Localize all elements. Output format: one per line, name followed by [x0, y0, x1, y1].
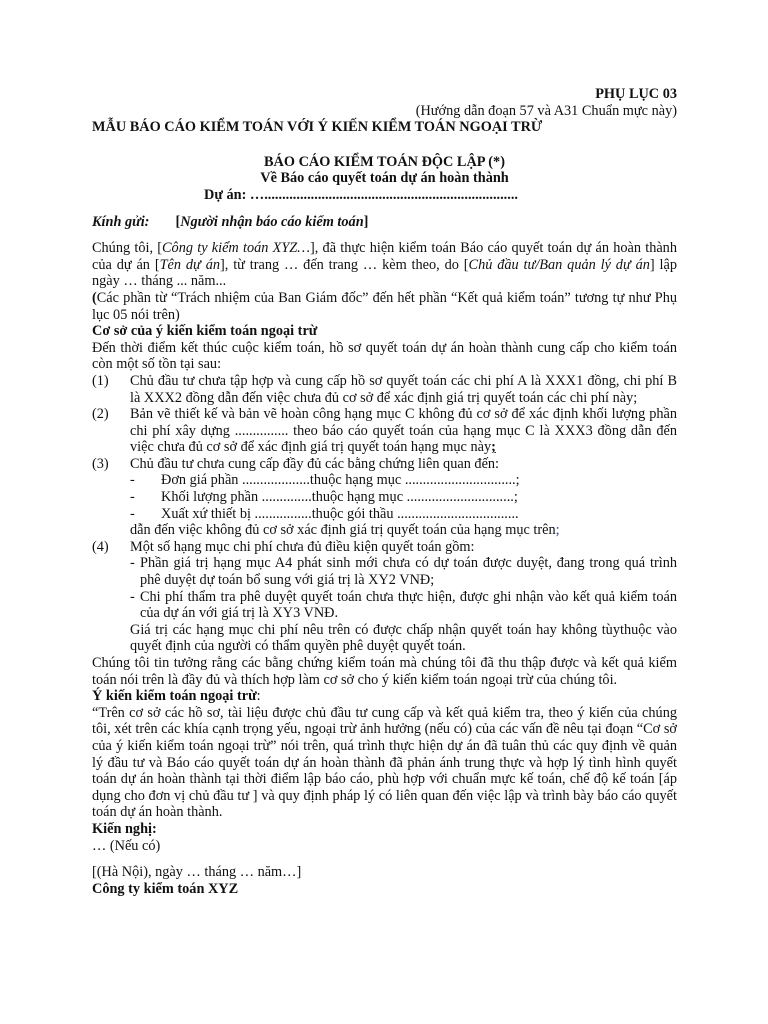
addressee-value: Người nhận báo cáo kiểm toán [180, 213, 364, 230]
opinion-text: “Trên cơ sở các hồ sơ, tài liệu được chủ đầu tư cung cấp và kết quả kiểm tra, theo ý kiến của chúng tôi, xét trên các khía cạnh trọng yếu, ngoại trừ ảnh hưởng (nếu có) của các vấn đề nêu tại đoạn “Cơ sở của ý kiến kiểm toán ngoại trừ” nói trên, quá trình thực hiện dự án đã tuân thủ các quy định về quản lý đầu tư và Báo cáo quyết toán dự án hoàn thành đã phản ánh trung thực và hợp lý tình hình quyết toán dự án hoàn thành tại thời điểm lập báo cáo, phù hợp với chuẩn mực kế toán, chế độ kế toán [áp dụng cho đơn vị chủ đầu tư ] và quy định pháp lý có liên quan đến việc lập và trình bày báo cáo quyết toán dự án hoàn thành. [92, 704, 677, 821]
opinion-heading: Ý kiến kiểm toán ngoại trừ: [92, 688, 261, 705]
recommendation-heading: Kiến nghị: [92, 820, 157, 837]
signature-date: [(Hà Nội), ngày … tháng … năm…] [92, 864, 302, 881]
main-title: MẪU BÁO CÁO KIỂM TOÁN VỚI Ý KIẾN KIỂM TOÁN NGOẠI TRỪ [92, 119, 543, 136]
basis-item-4b: - Chi phí thẩm tra phê duyệt quyết toán chưa thực hiện, được ghi nhận vào kết quả kiểm toán của dự án với giá trị là XY3 VNĐ. [130, 588, 677, 622]
addressee: Kính gửi: [Người nhận báo cáo kiểm toán] [92, 213, 369, 230]
basis-intro: Đến thời điểm kết thúc cuộc kiểm toán, hồ sơ quyết toán dự án hoàn thành cung cấp cho kiểm toán còn một số tồn tại sau: [92, 339, 677, 373]
basis-item-3: (3) Chủ đầu tư chưa cung cấp đầy đủ các bằng chứng liên quan đến: [92, 455, 500, 472]
basis-item-3c: - Xuất xứ thiết bị ................thuộc gói thầu .................................. [130, 505, 519, 522]
basis-item-4a: - Phần giá trị hạng mục A4 phát sinh mới chưa có dự toán được duyệt, đang trong quá trình phê duyệt dự toán bổ sung với giá trị là XY2 VNĐ; [130, 555, 677, 589]
recommendation-text: … (Nếu có) [92, 837, 161, 854]
basis-item-3b: - Khối lượng phần ..............thuộc hạng mục ..............................; [130, 489, 518, 506]
appendix-label: PHỤ LỤC 03 [595, 86, 677, 102]
basis-item-3a: - Đơn giá phần ...................thuộc hạng mục ...............................; [130, 472, 520, 489]
basis-item-1: (1) Chủ đầu tư chưa tập hợp và cung cấp hồ sơ quyết toán các chi phí A là XXX1 đồng, chi phí B là XXX2 đồng dẫn đến việc chưa đủ cơ sở để xác định giá trị quyết toán các chi phí này; [92, 372, 677, 406]
basis-item-4: (4) Một số hạng mục chi phí chưa đủ điều kiện quyết toán gồm: [92, 538, 475, 555]
basis-item-3-conclusion: dẫn đến việc không đủ cơ sở xác định giá trị quyết toán của hạng mục trên; [130, 522, 560, 539]
project-line: Dự án: …....................................................................... [204, 186, 518, 203]
report-title: BÁO CÁO KIỂM TOÁN ĐỘC LẬP (*) [264, 153, 505, 170]
reference-paragraph: (Các phần từ “Trách nhiệm của Ban Giám đốc” đến hết phần “Kết quả kiểm toán” tương tự như Phụ lục 05 nói trên) [92, 289, 677, 323]
addressee-label: Kính gửi: [92, 213, 150, 230]
guide-note: (Hướng dẫn đoạn 57 và A31 Chuẩn mực này) [415, 102, 677, 119]
signature-company: Công ty kiểm toán XYZ [92, 880, 239, 897]
document-page [92, 86, 677, 897]
basis-item-2: (2) Bản vẽ thiết kế và bản vẽ hoàn công hạng mục C không đủ cơ sở để xác định khối lượng phần chi phí xây dựng ............... theo báo cáo quyết toán của hạng mục C là XXX3 đồng dẫn đến việc chưa đủ cơ sở để xác định giá trị quyết toán hạng mục này; [92, 406, 677, 456]
intro-paragraph: Chúng tôi, [Công ty kiểm toán XYZ…], đã thực hiện kiểm toán Báo cáo quyết toán dự án hoàn thành của dự án [Tên dự án], từ trang … đến trang … kèm theo, do [Chủ đầu tư/Ban quản lý dự án] lập ngày … tháng ... năm... [92, 240, 677, 290]
report-subtitle: Về Báo cáo quyết toán dự án hoàn thành [260, 170, 509, 187]
basis-item-4-note: Giá trị các hạng mục chi phí nêu trên có được chấp nhận quyết toán hay không tùythuộc vào quyết định của người có thẩm quyền phê duyệt quyết toán. [130, 621, 677, 655]
basis-belief: Chúng tôi tin tưởng rằng các bằng chứng kiểm toán mà chúng tôi đã thu thập được và kết quả kiểm toán nói trên là đầy đủ và thích hợp làm cơ sở cho ý kiến kiểm toán ngoại trừ của chúng tôi. [92, 655, 677, 688]
basis-heading: Cơ sở của ý kiến kiểm toán ngoại trừ [92, 323, 318, 340]
